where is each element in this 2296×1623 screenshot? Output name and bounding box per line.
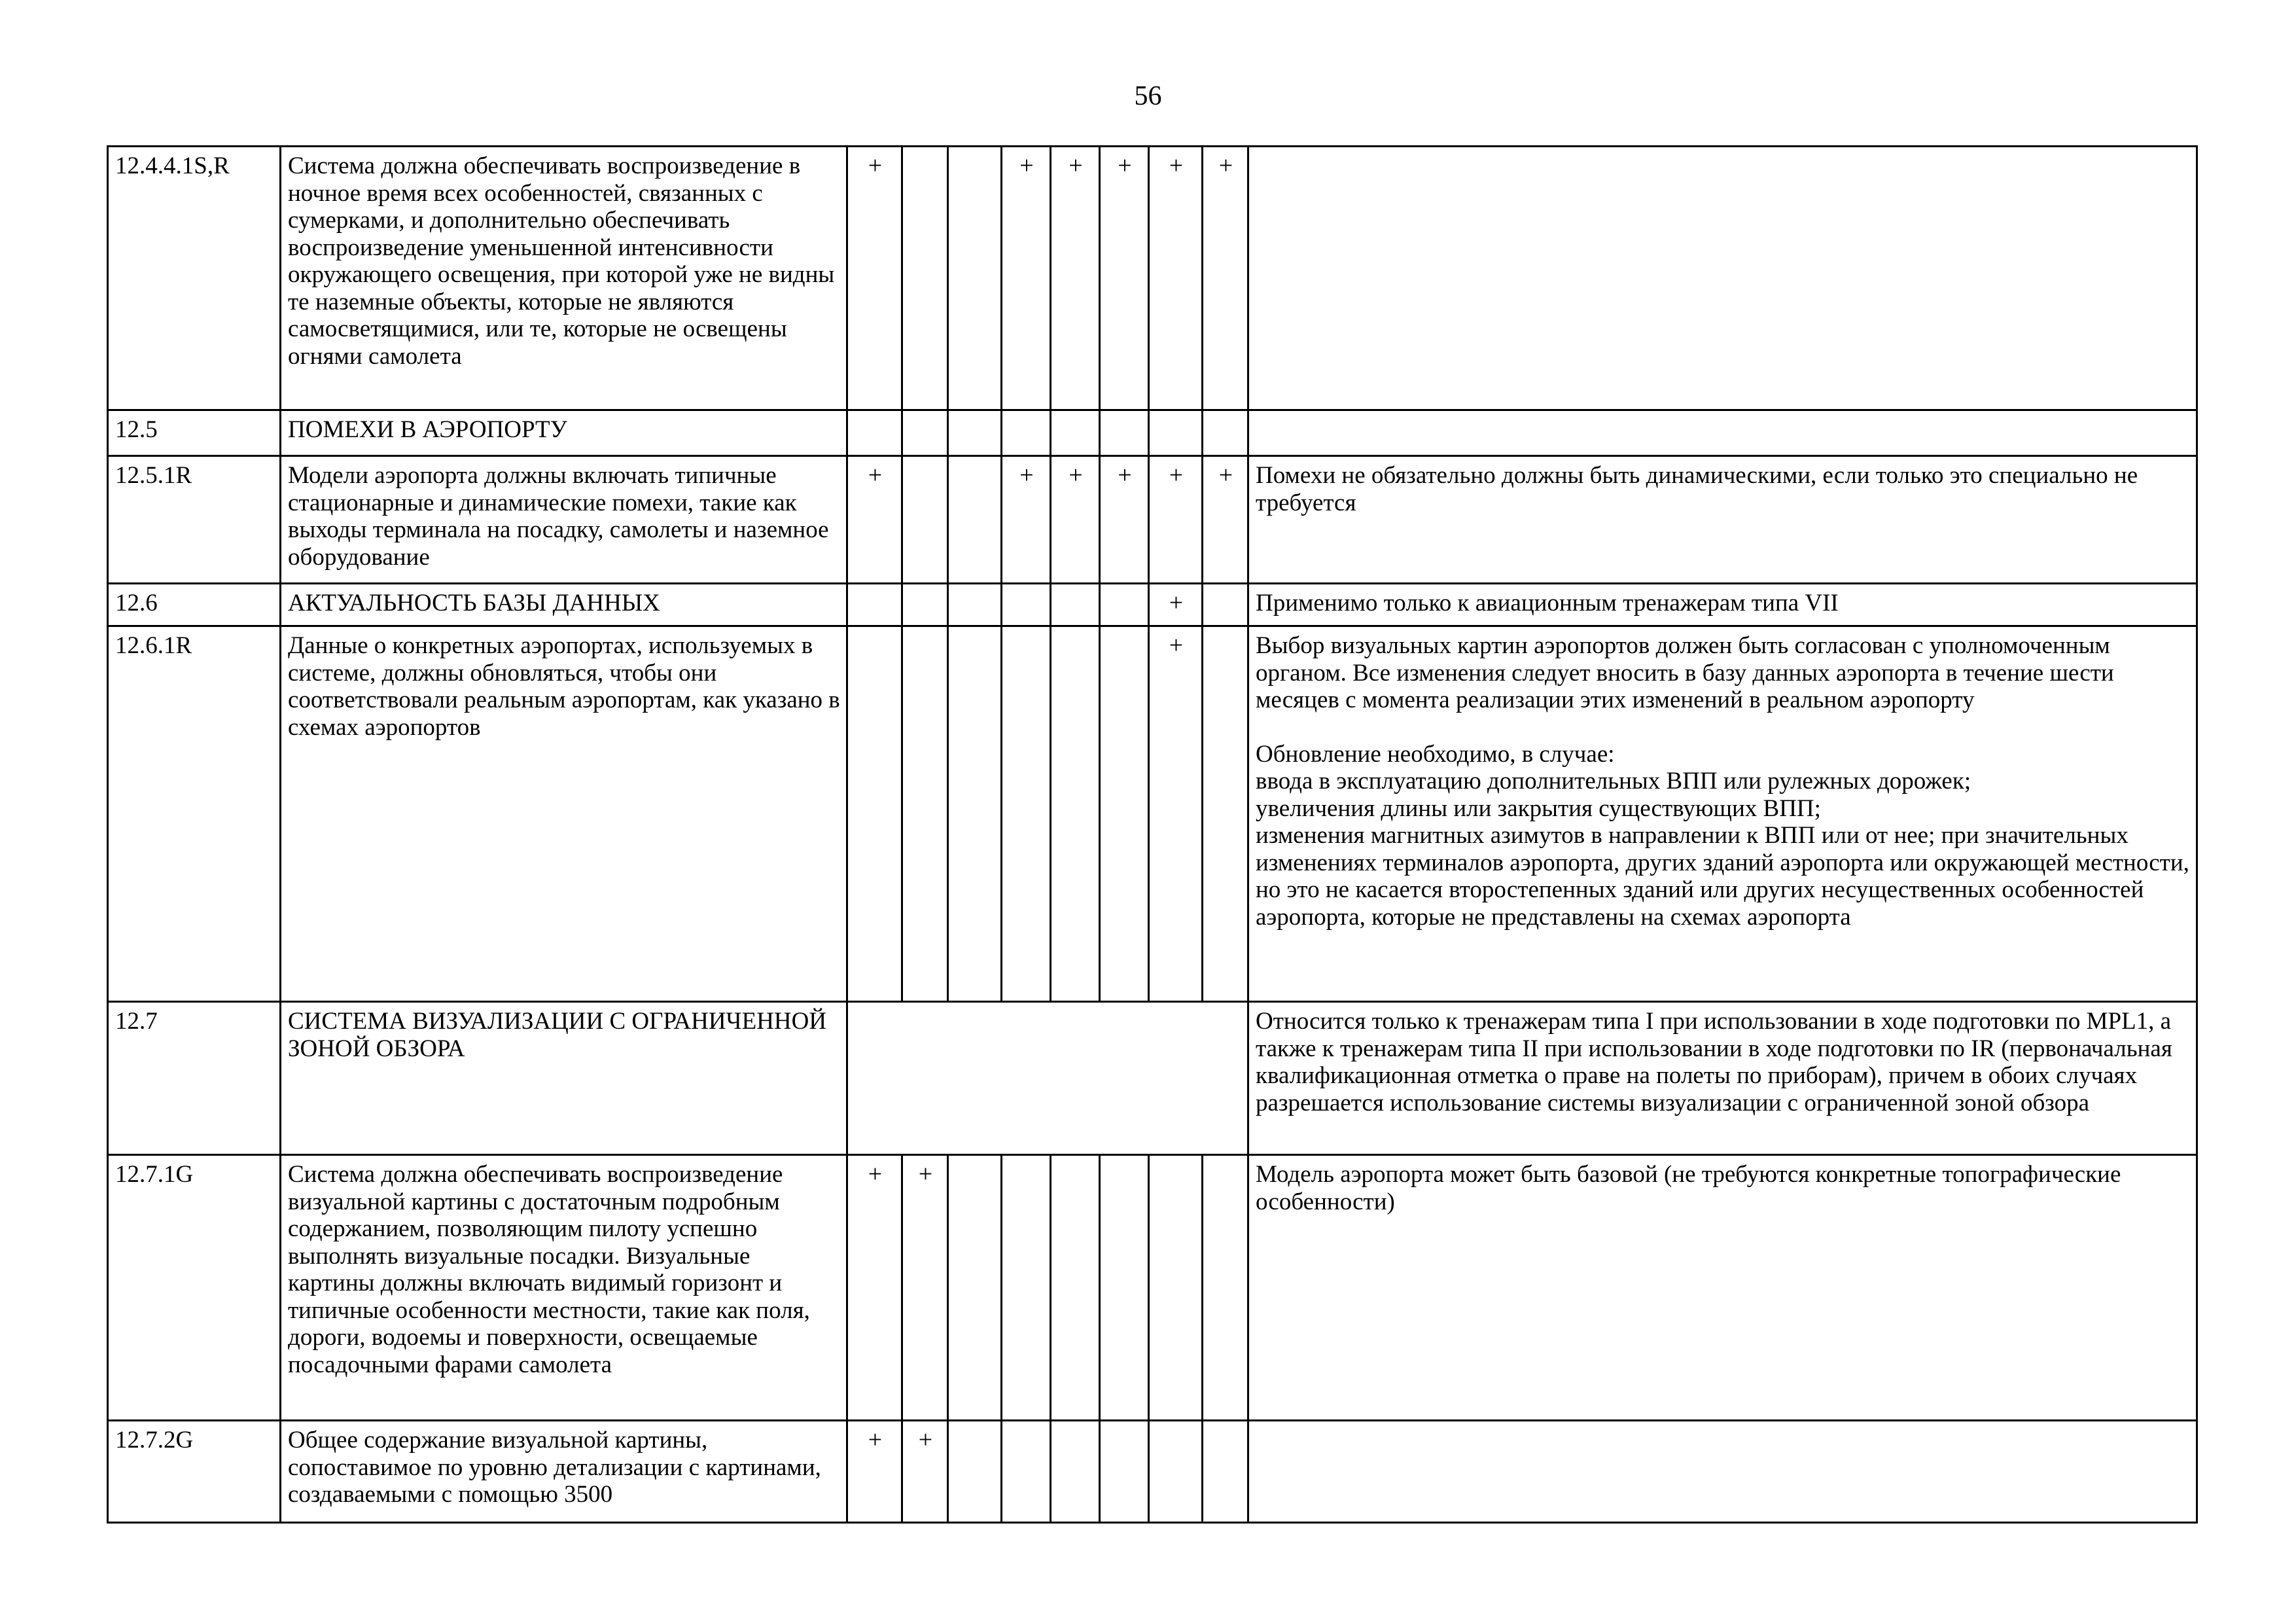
row-code: 12.6.1R (108, 626, 281, 1002)
table-row (108, 1155, 2197, 1421)
row-mark: + (1203, 456, 1248, 584)
row-note-main: Выбор визуальных картин аэропортов должен быть согласован с уполномоченным органом. Все изменения следует вносить в базу данных аэропорта в течение шести месяцев с момента реализации этих изменений в реальном аэропорту (1256, 632, 2114, 713)
row-code: 12.7.2G (108, 1421, 281, 1523)
row-mark (948, 456, 1002, 584)
table-body (108, 147, 2197, 1523)
row-mark: + (1149, 456, 1203, 584)
row-mark: + (1051, 147, 1100, 410)
row-requirement-text: Модели аэропорта должны включать типичные стационарные и динамические помехи, такие как выходы терминала на посадку, самолеты и наземное оборудование (281, 456, 847, 584)
row-note (1248, 626, 2197, 1002)
row-mark: + (1100, 147, 1149, 410)
row-requirement-text: Данные о конкретных аэропортах, используемых в системе, должны обновляться, чтобы они соответствовали реальным аэропортам, как указано в схемах аэропортов (281, 626, 847, 1002)
row-note: Помехи не обязательно должны быть динамическими, если только это специально не требуется (1248, 456, 2197, 584)
table-row (108, 456, 2197, 584)
page-number: 56 (1134, 81, 1162, 111)
row-note (1248, 410, 2197, 456)
table-row (108, 626, 2197, 1002)
row-mark: + (847, 1421, 902, 1523)
row-mark (1002, 1155, 1051, 1421)
row-note: Модель аэропорта может быть базовой (не требуются конкретные топографические особенности) (1248, 1155, 2197, 1421)
row-mark (1100, 410, 1149, 456)
requirements-table (107, 145, 2198, 1524)
row-mark: + (1100, 456, 1149, 584)
section-heading: ПОМЕХИ В АЭРОПОРТУ (281, 410, 847, 456)
row-mark (902, 626, 948, 1002)
row-mark (1002, 584, 1051, 626)
row-mark: + (1002, 147, 1051, 410)
row-code: 12.6 (108, 584, 281, 626)
row-mark: + (1149, 584, 1203, 626)
row-mark: + (847, 1155, 902, 1421)
row-mark (1100, 584, 1149, 626)
row-mark: + (1149, 626, 1203, 1002)
row-note: Применимо только к авиационным тренажерам типа VII (1248, 584, 2197, 626)
row-mark (1203, 1155, 1248, 1421)
row-mark (902, 456, 948, 584)
row-mark (1149, 410, 1203, 456)
row-mark: + (902, 1155, 948, 1421)
row-mark (948, 1155, 1002, 1421)
row-requirement-text: Система должна обеспечивать воспроизведение в ночное время всех особенностей, связанных с сумерками, и дополнительно обеспечивать воспроизведение уменьшенной интенсивности окружающего освещения, при которой уже не видны те наземные объекты, которые не являются самосветящимися, или те, которые не освещены огнями самолета (281, 147, 847, 410)
row-mark (1203, 1421, 1248, 1523)
row-mark (847, 410, 902, 456)
row-mark (1051, 626, 1100, 1002)
row-note: Относится только к тренажерам типа I при использовании в ходе подготовки по MPL1, а также к тренажерам типа II при использовании в ходе подготовки по IR (первоначальная квалификационная отметка о праве на полеты по приборам), причем в обоих случаях разрешается использование системы визуализации с ограниченной зоной обзора (1248, 1002, 2197, 1155)
row-mark (1051, 1421, 1100, 1523)
row-mark (1002, 1421, 1051, 1523)
row-mark (902, 584, 948, 626)
row-mark (1203, 584, 1248, 626)
row-mark (1203, 410, 1248, 456)
merged-mark-cell (847, 1002, 1248, 1155)
row-mark (948, 410, 1002, 456)
row-mark (1100, 626, 1149, 1002)
row-mark (948, 147, 1002, 410)
table-row (108, 1421, 2197, 1523)
row-mark (1100, 1155, 1149, 1421)
section-heading: СИСТЕМА ВИЗУАЛИЗАЦИИ С ОГРАНИЧЕННОЙ ЗОНОЙ ОБЗОРА (281, 1002, 847, 1155)
row-mark (1051, 410, 1100, 456)
row-code: 12.5.1R (108, 456, 281, 584)
row-mark (948, 626, 1002, 1002)
row-mark (1051, 1155, 1100, 1421)
table-row (108, 1002, 2197, 1155)
row-mark (1051, 584, 1100, 626)
row-mark (902, 147, 948, 410)
row-mark (847, 584, 902, 626)
row-code: 12.7 (108, 1002, 281, 1155)
row-note-extra: Обновление необходимо, в случае: ввода в эксплуатацию дополнительных ВПП или рулежных дорожек; увеличения длины или закрытия существующих ВПП; изменения магнитных азимутов в направлении к ВПП или от нее; при значительных изменениях терминалов аэропорта, других зданий аэропорта или окружающей местности, но это не касается второстепенных зданий или других несущественных особенностей аэропорта, которые не представлены на схемах аэропорта (1256, 740, 2189, 931)
row-mark: + (1203, 147, 1248, 410)
table-row (108, 410, 2197, 456)
row-mark: + (847, 147, 902, 410)
row-note (1248, 147, 2197, 410)
row-mark (948, 1421, 1002, 1523)
row-requirement-text: Общее содержание визуальной картины, сопоставимое по уровню детализации с картинами, создаваемыми с помощью 3500 (281, 1421, 847, 1523)
row-mark (948, 584, 1002, 626)
table-row (108, 147, 2197, 410)
row-mark (1002, 410, 1051, 456)
row-mark (1149, 1155, 1203, 1421)
row-mark: + (1149, 147, 1203, 410)
section-heading: АКТУАЛЬНОСТЬ БАЗЫ ДАННЫХ (281, 584, 847, 626)
row-code: 12.7.1G (108, 1155, 281, 1421)
row-code: 12.5 (108, 410, 281, 456)
row-mark (902, 410, 948, 456)
row-mark (1100, 1421, 1149, 1523)
row-note (1248, 1421, 2197, 1523)
row-requirement-text: Система должна обеспечивать воспроизведение визуальной картины с достаточным подробным содержанием, позволяющим пилоту успешно выполнять визуальные посадки. Визуальные картины должны включать видимый горизонт и типичные особенности местности, такие как поля, дороги, водоемы и поверхности, освещаемые посадочными фарами самолета (281, 1155, 847, 1421)
row-code: 12.4.4.1S,R (108, 147, 281, 410)
row-mark: + (1002, 456, 1051, 584)
row-mark (1149, 1421, 1203, 1523)
row-mark (1002, 626, 1051, 1002)
table-row (108, 584, 2197, 626)
row-mark: + (847, 456, 902, 584)
row-mark (847, 626, 902, 1002)
row-mark: + (902, 1421, 948, 1523)
row-mark: + (1051, 456, 1100, 584)
row-mark (1203, 626, 1248, 1002)
